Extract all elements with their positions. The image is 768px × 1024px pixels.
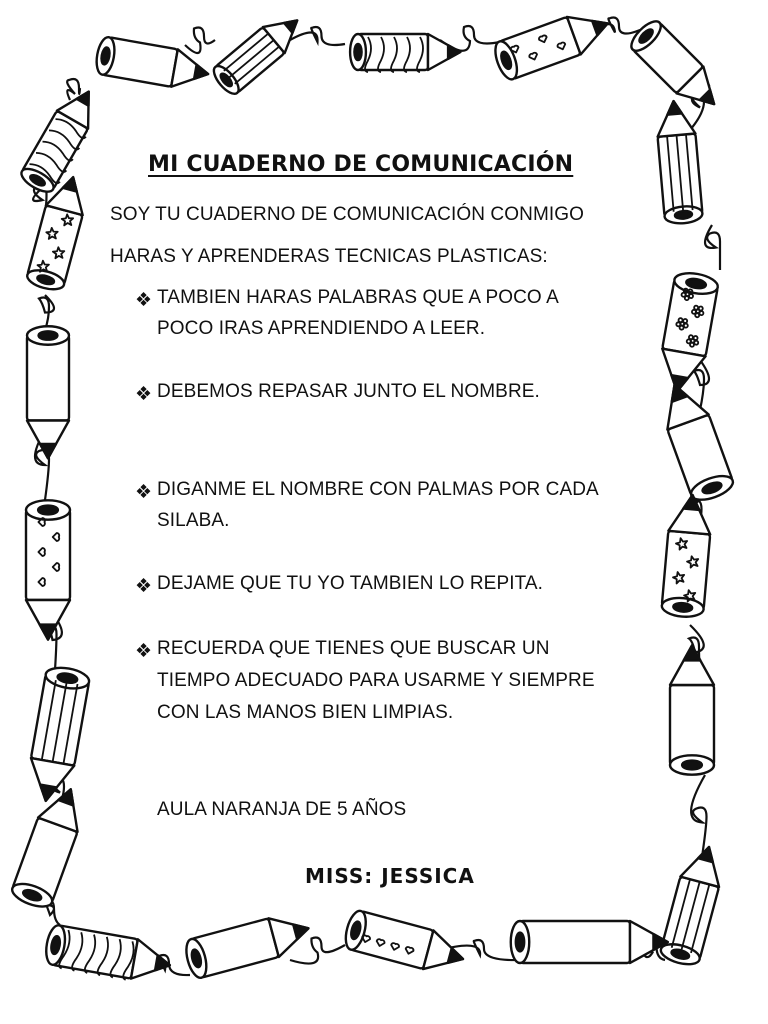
bullet-4-line-1: DEJAME QUE TU YO TAMBIEN LO REPITA.	[157, 573, 544, 594]
page-title: MI CUADERNO DE COMUNICACIÓN	[148, 152, 574, 177]
bullet-3-line-2: SILABA.	[157, 510, 230, 531]
bullet-icon: ❖	[135, 576, 153, 597]
bullet-icon: ❖	[135, 641, 153, 662]
bullet-icon: ❖	[135, 482, 153, 503]
bullet-5-line-3: CON LAS MANOS BIEN LIMPIAS.	[157, 702, 454, 723]
signature: MISS: JESSICA	[305, 864, 475, 888]
bullet-3-line-1: DIGANME EL NOMBRE CON PALMAS POR CADA	[157, 479, 599, 500]
bullet-5-line-2: TIEMPO ADECUADO PARA USARME Y SIEMPRE	[157, 670, 595, 691]
classroom-label: AULA NARANJA DE 5 AÑOS	[157, 799, 407, 820]
bullet-1-line-2: POCO IRAS APRENDIENDO A LEER.	[157, 318, 486, 339]
bullet-icon: ❖	[135, 290, 153, 311]
bullet-icon: ❖	[135, 384, 153, 405]
bullet-5-line-1: RECUERDA QUE TIENES QUE BUSCAR UN	[157, 638, 550, 659]
intro-line-2: HARAS Y APRENDERAS TECNICAS PLASTICAS:	[110, 246, 548, 267]
bullet-2-line-1: DEBEMOS REPASAR JUNTO EL NOMBRE.	[157, 381, 540, 402]
bullet-1-line-1: TAMBIEN HARAS PALABRAS QUE A POCO A	[157, 287, 559, 308]
intro-line-1: SOY TU CUADERNO DE COMUNICACIÓN CONMIGO	[110, 204, 585, 225]
